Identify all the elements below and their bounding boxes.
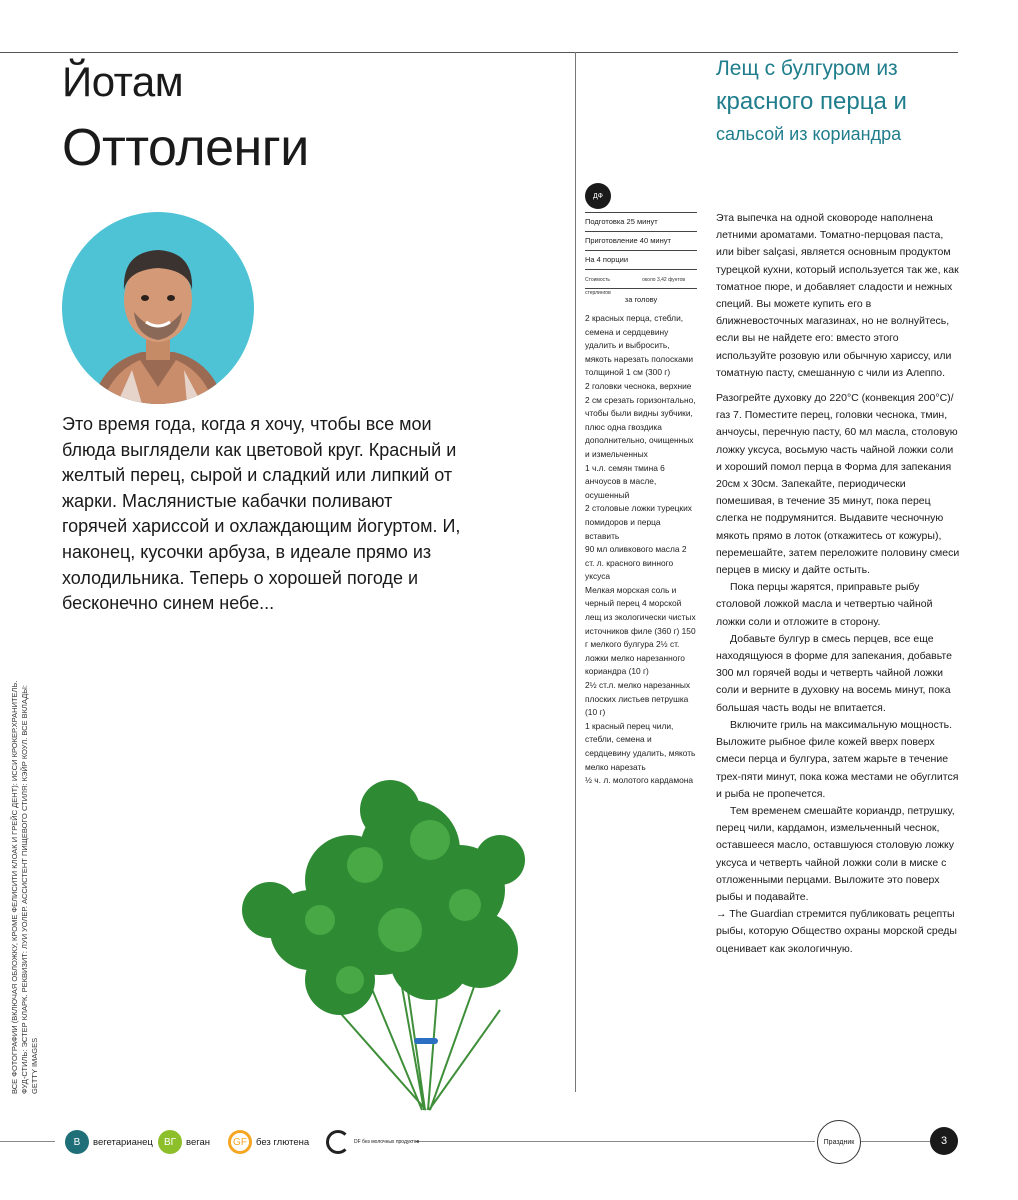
dairy-free-badge: ДФ xyxy=(585,183,611,209)
recipe-title-line-1: Лещ с булгуром из xyxy=(716,57,898,80)
method-step: Добавьте булгур в смесь перцев, все еще находящуюся в форме для запекания, добавьте 300 мл горячей воды и четверть чайной ложки соли и верните в духовку на восемь минут, пока большая часть воды не впитается. xyxy=(716,632,952,714)
vegan-icon: ВГ xyxy=(158,1130,182,1154)
top-rule xyxy=(0,52,958,53)
credits-line-1: ВСЕ ФОТОГРАФИИ (ВКЛЮЧАЯ ОБЛОЖКУ, КРОМЕ ФЕЛИСИТИ КЛОАК И ГРЕЙС ДЕНТ): ИССИ КРОКЕР.ХРАНИТЕЛЬ. xyxy=(10,680,19,1094)
ingredient-item: 2½ ст.л. мелко нарезанных плоских листьев петрушка (10 г) xyxy=(585,680,691,718)
method-step: Разогрейте духовку до 220°C (конвекция 200°C)/газ 7. Поместите перец, головки чеснока, тмин, анчоусы, перечную пасту, 60 мл масла, столовую ложку уксуса, восьмую часть чайной ложки соли и хороший помол перца в Форма для запекания 20см х 30см. Запекайте, периодически помешивая, в течение 35 минут, пока перец слегка не подрумянится. Выдавите чесночную мякоть прямо в лоток (откажитесь от кожуры), перемешайте, затем переложите половину смеси перцев в миску и дайте остыть. xyxy=(716,392,960,577)
ingredient-item: ½ ч. л. молотого кардамона xyxy=(585,775,694,786)
credits-line-2: ФУД-СТИЛЬ: ЭСТЕР КЛАРК. РЕКВИЗИТ: ЛУИ УОЛЕР. АССИСТЕНТ ПИЩЕВОГО СТИЛЯ: КЭЙР КОУЛ. ВСЕ ВКЛАДЫ: GETTY IMAGES xyxy=(20,684,39,1094)
legend-gluten-free xyxy=(228,1130,309,1154)
servings: На 4 порции xyxy=(585,250,697,269)
photo-credits xyxy=(10,674,40,1094)
ingredient-item: 1 красный перец чили, стебли, семена и сердцевину удалить, мякоть мелко нарезать xyxy=(585,720,696,772)
sustainability-note: → The Guardian стремится публиковать рецепты рыбы, которую Общество охраны морской среды оценивает как экологичную. xyxy=(716,908,957,955)
intro-text: Это время года, когда я хочу, чтобы все мои блюда выглядели как цветовой круг. Красный и желтый перец, сырой и сладкий или липкий от жарки. Маслянистые кабачки поливают горячей хариссой и охлаждающим йогуртом. И, наконец, кусочки арбуза, в идеале прямо из холодильника. Теперь о хорошей погоде и бесконечно синем небе... xyxy=(62,414,461,614)
ingredient-item: 90 мл оливкового масла 2 ст. л. красного винного уксуса xyxy=(585,544,687,582)
legend-dairy-free xyxy=(326,1130,419,1154)
method-step: Тем временем смешайте кориандр, петрушку, перец чили, кардамон, измельченный чеснок, оставшееся масло, оставшуюся столовую ложку уксуса и четверть чайной ложки соли в миске с отложенными перцами. Выложите это поверх рыбы и подавайте. xyxy=(716,804,955,903)
recipe-title-line-2: красного перца и xyxy=(716,88,907,115)
gluten-free-icon: GF xyxy=(228,1130,252,1154)
cost-row xyxy=(585,269,697,296)
method-intro: Эта выпечка на одной сковороде наполнена летними ароматами. Томатно-перцовая паста, или biber salçasi, является основным продуктом турецкой кухни, который используется так же, как томатное пюре, и добавляет сладости и нежных специй. Вы можете купить его в ближневосточных магазинах, но не волнуйтесь, если вы не найдете его: вместо этого используйте розовую или обычную хариссу, или томатную пасту, смешанную с чили из Алеппо. xyxy=(716,212,959,379)
legend-label: вегетарианец xyxy=(93,1136,153,1148)
ingredient-item: Мелкая морская соль и черный перец 4 морской лещ из экологически чистых источников филе (360 г) 150 г мелкого булгура 2½ ст. ложки мелко нарезанного кориандра (10 г) xyxy=(585,584,696,677)
ingredient-item: 2 столовые ложки турецких помидоров и перца вставить xyxy=(585,503,692,541)
recipe-method xyxy=(716,210,961,966)
cost-label: Стоимость xyxy=(585,277,611,283)
cost-value: около 3,42 фунтов стерлингов xyxy=(585,277,686,296)
ingredient-item: 2 головки чеснока, верхние 2 см срезать горизонтально, чтобы были видны зубчики, плюс одна гвоздика дополнительно, очищенных и измельченных xyxy=(585,380,696,459)
author-last-name: Оттоленги xyxy=(62,119,309,177)
vegetarian-icon: В xyxy=(65,1130,89,1154)
coriander-illustration xyxy=(200,770,530,1120)
cook-time: Приготовление 40 минут xyxy=(585,231,697,250)
author-portrait xyxy=(62,212,254,404)
coriander-bunch-image xyxy=(200,770,530,1120)
method-step: Включите гриль на максимальную мощность. Выложите рыбное филе кожей вверх поверх смеси перца и булгура, затем жарьте в течение трех-пяти минут, пока кожа местами не обуглится и рыба не пропечется. xyxy=(716,718,959,800)
author-first-name: Йотам xyxy=(62,58,184,105)
legend-vegan xyxy=(158,1130,210,1154)
portrait-illustration xyxy=(62,212,254,404)
ingredients-list xyxy=(585,312,697,788)
legend-vegetarian xyxy=(65,1130,153,1154)
recipe-title xyxy=(716,54,976,148)
legend-label: DF без молочных продуктов xyxy=(354,1139,420,1145)
recipe-title-line-3: сальсой из кориандра xyxy=(716,124,902,144)
column-divider xyxy=(575,52,576,1092)
page-number: 3 xyxy=(930,1127,958,1155)
dairy-free-icon xyxy=(326,1130,350,1154)
cost-per: за голову xyxy=(624,295,658,304)
footer-rule xyxy=(415,1141,815,1142)
ingredient-item: 1 ч.л. семян тмина 6 анчоусов в масле, осушенный xyxy=(585,462,665,500)
legend-label: без глютена xyxy=(256,1136,310,1148)
footer-rule xyxy=(860,1141,930,1142)
ingredient-item: 2 красных перца, стебли, семена и сердцевину удалить и выбросить, мякоть нарезать полосками толщиной 1 см (300 г) xyxy=(585,313,694,378)
method-step: Пока перцы жарятся, приправьте рыбу столовой ложкой масла и четвертью чайной ложки соли и отложите в сторону. xyxy=(716,581,933,628)
legend-label: веган xyxy=(186,1136,211,1148)
prep-time: Подготовка 25 минут xyxy=(585,212,697,231)
section-label: Праздник xyxy=(817,1120,861,1164)
recipe-meta xyxy=(585,212,697,304)
footer-rule xyxy=(0,1141,55,1142)
